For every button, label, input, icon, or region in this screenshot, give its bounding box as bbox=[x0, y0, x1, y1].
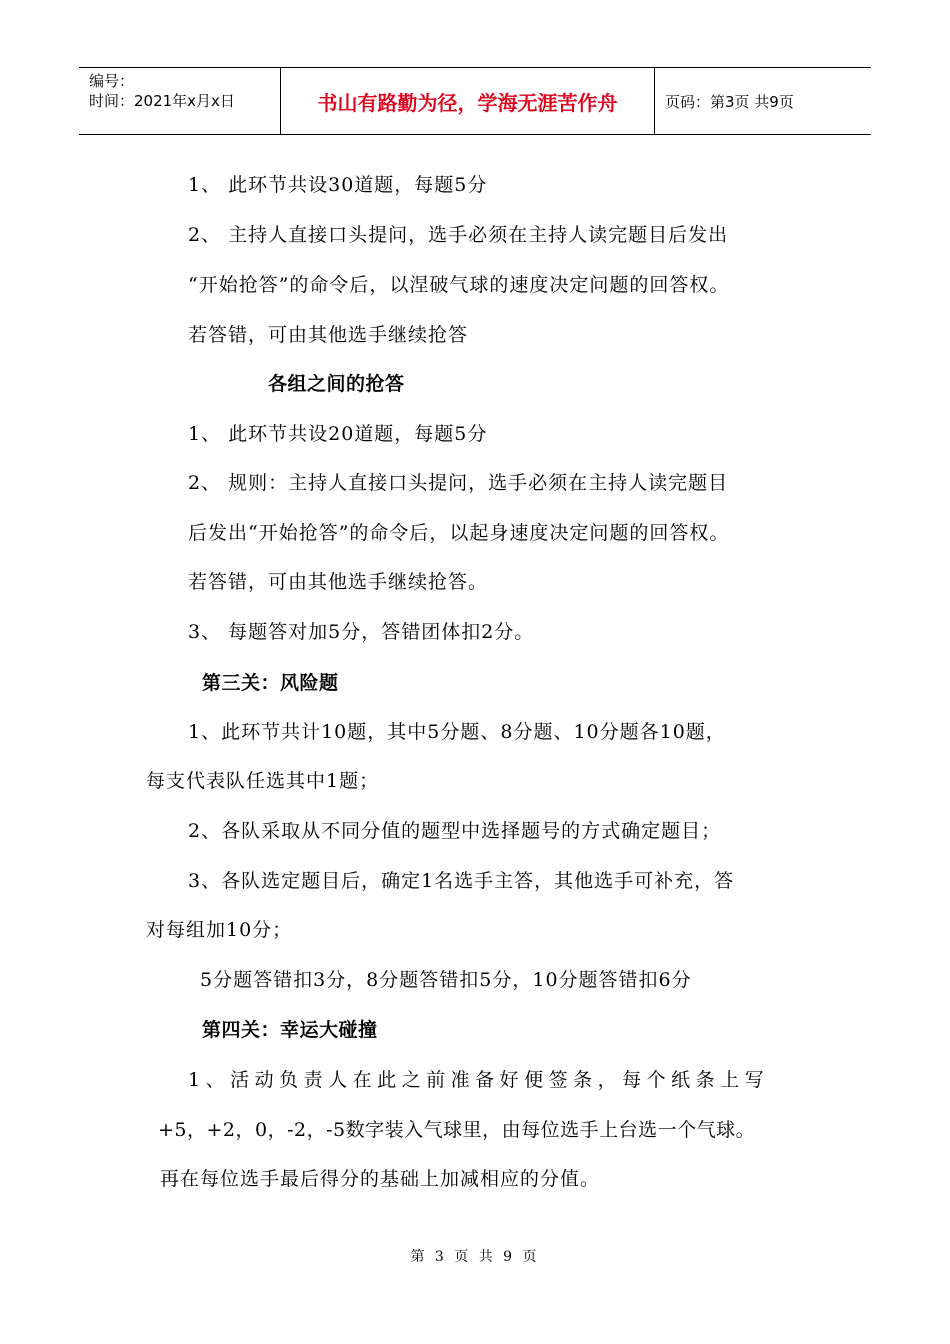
section-heading: 各组之间的抢答 bbox=[268, 373, 405, 395]
text-line: 若答错，可由其他选手继续抢答。 bbox=[188, 571, 489, 593]
page-header bbox=[79, 67, 871, 135]
text-line: 5分题答错扣3分，8分题答错扣5分，10分题答错扣6分 bbox=[200, 969, 692, 991]
text-line: 后发出“开始抢答”的命令后，以起身速度决定问题的回答权。 bbox=[188, 522, 730, 544]
text-line: 对每组加10分； bbox=[146, 919, 293, 941]
text-line: 2、 规则：主持人直接口头提问，选手必须在主持人读完题目 bbox=[188, 472, 729, 494]
text-line: 3、各队选定题目后，确定1名选手主答，其他选手可补充，答 bbox=[188, 870, 735, 892]
header-page-label: 页码：第3页 共9页 bbox=[665, 92, 794, 111]
text-line: 2、各队采取从不同分值的题型中选择题号的方式确定题目； bbox=[188, 820, 722, 842]
section-heading: 第四关：幸运大碰撞 bbox=[202, 1019, 378, 1041]
header-motto: 书山有路勤为径，学海无涯苦作舟 bbox=[281, 68, 655, 134]
text-line: 1、此环节共计10题，其中5分题、8分题、10分题各10题， bbox=[188, 721, 726, 743]
page-footer: 第 3 页 共 9 页 bbox=[410, 1249, 540, 1265]
text-line: 再在每位选手最后得分的基础上加减相应的分值。 bbox=[160, 1168, 601, 1190]
date-label: 时间：2021年x月x日 bbox=[89, 92, 235, 110]
number-label: 编号： bbox=[89, 72, 135, 90]
text-line: 1、活动负责人在此之前准备好便签条，每个纸条上写 bbox=[188, 1069, 770, 1091]
section-heading: 第三关：风险题 bbox=[202, 672, 339, 694]
text-line: 1、 此环节共设30道题，每题5分 bbox=[188, 174, 488, 196]
text-line: 若答错，可由其他选手继续抢答 bbox=[188, 324, 469, 346]
header-meta bbox=[79, 68, 281, 134]
text-line: 2、 主持人直接口头提问，选手必须在主持人读完题目后发出 bbox=[188, 224, 729, 246]
text-line: 1、 此环节共设20道题，每题5分 bbox=[188, 423, 488, 445]
text-line: +5，+2，0，-2，-5数字装入气球里，由每位选手上台选一个气球。 bbox=[158, 1119, 756, 1141]
text-line: 每支代表队任选其中1题； bbox=[146, 770, 380, 792]
text-line: “开始抢答”的命令后，以涅破气球的速度决定问题的回答权。 bbox=[188, 274, 730, 296]
text-line: 3、 每题答对加5分，答错团体扣2分。 bbox=[188, 621, 535, 643]
